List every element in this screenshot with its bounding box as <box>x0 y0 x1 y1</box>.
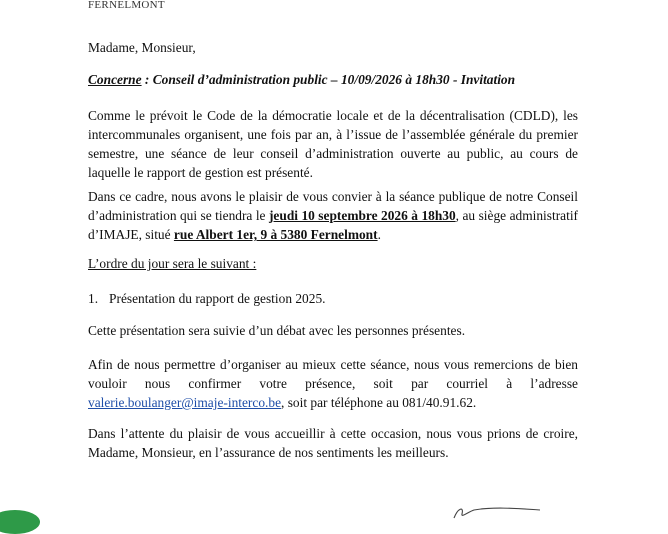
subject-text: : Conseil d’administration public – 10/09/2026 à 18h30 - Invitation <box>141 72 516 87</box>
agenda-item-text: Présentation du rapport de gestion 2025. <box>109 291 326 306</box>
subject-line <box>88 70 578 89</box>
invitation-text-3: . <box>377 227 381 242</box>
email-link[interactable]: valerie.boulanger@imaje-interco.be <box>88 395 282 410</box>
confirmation-text-2: , soit par téléphone au 081/40.91.62. <box>281 395 477 410</box>
subject-label: Concerne <box>88 72 142 87</box>
paragraph-closing: Dans l’attente du plaisir de vous accueillir à cette occasion, nous vous prions de croire, Madame, Monsieur, en l’assurance de nos sentiments les meilleurs. <box>88 426 578 460</box>
logo-fragment <box>0 510 40 534</box>
paragraph-debate: Cette présentation sera suivie d’un débat avec les personnes présentes. <box>88 323 466 338</box>
agenda-item <box>88 289 578 308</box>
meeting-address: rue Albert 1er, 9 à 5380 Fernelmont <box>173 227 378 242</box>
agenda-item-number: 1. <box>88 291 99 306</box>
paragraph-confirmation <box>88 355 578 412</box>
agenda-heading: L’ordre du jour sera le suivant : <box>88 256 257 271</box>
header-address-cut: FERNELMONT <box>88 0 165 11</box>
paragraph-cdld: Comme le prévoit le Code de la démocratie locale et de la décentralisation (CDLD), les intercommunales organisent, une fois par an, à l’issue de l’assemblée générale du premier semestre, une séance de leur conseil d’administration ouverte au public, au cours de laquelle le rapport de gestion est présenté. <box>88 108 578 180</box>
meeting-date: jeudi 10 septembre 2026 à 18h30 <box>268 208 456 223</box>
signature-fragment <box>452 504 542 520</box>
invitation-text-2: , au siège administratif d’IMAJE, situé <box>88 208 578 242</box>
salutation: Madame, Monsieur, <box>88 40 196 55</box>
paragraph-invitation <box>88 187 578 244</box>
invitation-text-1: Dans ce cadre, nous avons le plaisir de vous convier à la séance publique de notre Conseil d’administration qui se tiendra le <box>88 189 578 223</box>
confirmation-text-1: Afin de nous permettre d’organiser au mieux cette séance, nous vous remercions de bien vouloir nous confirmer votre présence, soit par courriel à l’adresse <box>88 357 578 391</box>
